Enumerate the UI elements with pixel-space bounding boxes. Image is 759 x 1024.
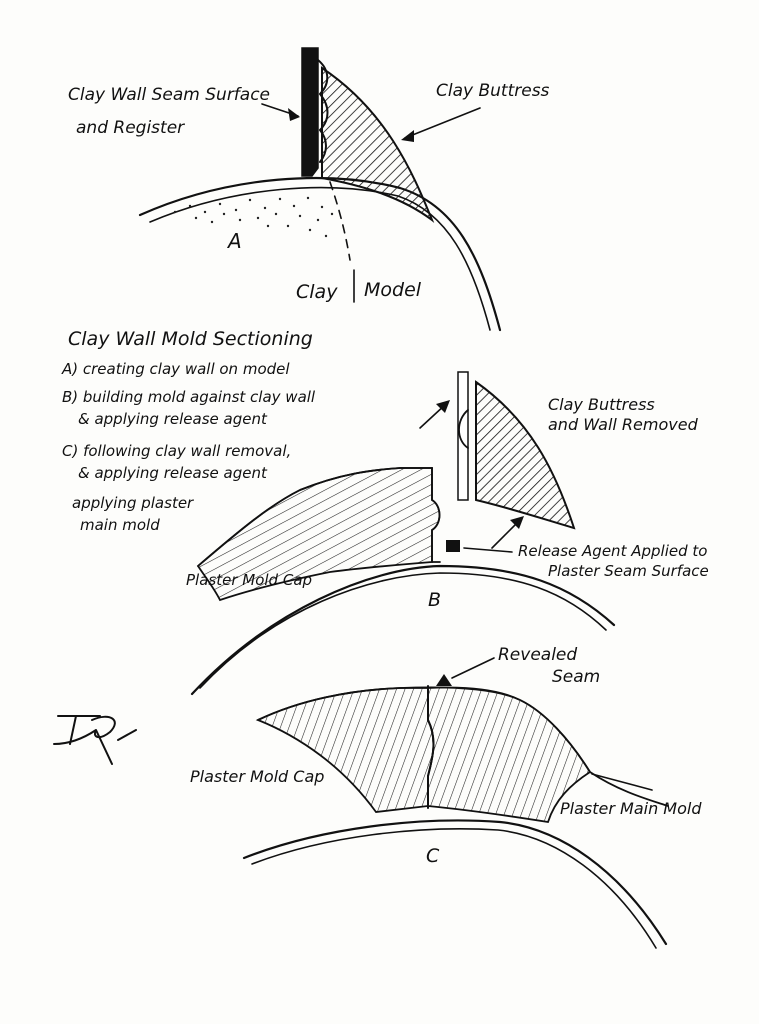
notes-step-b-line2: & applying release agent	[78, 410, 267, 428]
panel-c-mold-cap	[258, 688, 433, 812]
panel-c-model-surface-inner	[252, 829, 656, 948]
panel-b-release-label-line1: Release Agent Applied to	[518, 542, 708, 560]
panel-c-main-label: Plaster Main Mold	[560, 799, 702, 818]
panel-c-seam-label-line1: Revealed	[498, 645, 578, 665]
panel-a-model-surface-outer	[140, 178, 500, 330]
panel-c-main-pointer	[592, 774, 652, 790]
panel-b-release-marker	[446, 540, 460, 552]
notes-step-c-line4: main mold	[80, 516, 160, 534]
panel-a	[68, 48, 550, 330]
notes-step-a: A) creating clay wall on model	[62, 360, 290, 378]
notes-step-b-line1: B) building mold against clay wall	[62, 388, 316, 406]
artist-signature	[54, 716, 136, 764]
panel-c	[190, 645, 702, 948]
panel-a-seam-label-line2: and Register	[76, 118, 185, 138]
notes-title: Clay Wall Mold Sectioning	[68, 328, 313, 350]
notes-step-c-line1: C) following clay wall removal,	[62, 442, 292, 460]
panel-b-model-surface-inner	[200, 573, 606, 688]
panel-b-removed-label-line2: and Wall Removed	[548, 415, 698, 434]
panel-a-model-label-right: Model	[364, 279, 422, 301]
panel-a-clay-wall	[302, 48, 318, 176]
panel-a-buttress-arrow-line	[405, 108, 480, 138]
panel-c-seam-pointer	[452, 658, 494, 678]
signature-mark	[54, 716, 136, 764]
panel-c-label: C	[426, 845, 440, 867]
panel-a-seam-label-line1: Clay Wall Seam Surface	[68, 85, 271, 105]
panel-a-buttress-arrow-head	[401, 130, 414, 142]
panel-b-removed-label-line1: Clay Buttress	[548, 395, 655, 414]
panel-b-label: B	[428, 589, 442, 611]
panel-b-release-pointer	[464, 548, 512, 552]
panel-a-seam-dash-line	[330, 182, 350, 260]
notes-step-c-line2: & applying release agent	[78, 464, 267, 482]
notes-step-c-line3: applying plaster	[72, 494, 194, 512]
panel-c-seam-marker	[436, 674, 452, 686]
panel-a-buttress-label: Clay Buttress	[436, 81, 550, 101]
panel-a-label: A	[228, 229, 242, 253]
panel-c-cap-label: Plaster Mold Cap	[190, 767, 325, 786]
panel-c-seam-label-line2: Seam	[552, 667, 601, 687]
panel-b-release-label-line2: Plaster Seam Surface	[548, 562, 709, 580]
panel-b-cap-label: Plaster Mold Cap	[186, 571, 313, 589]
panel-a-clay-buttress	[322, 68, 432, 220]
panel-a-model-label-left: Clay	[296, 281, 338, 303]
panel-a-model-stipple	[174, 197, 333, 237]
panel-a-seam-arrow-head	[288, 108, 300, 121]
